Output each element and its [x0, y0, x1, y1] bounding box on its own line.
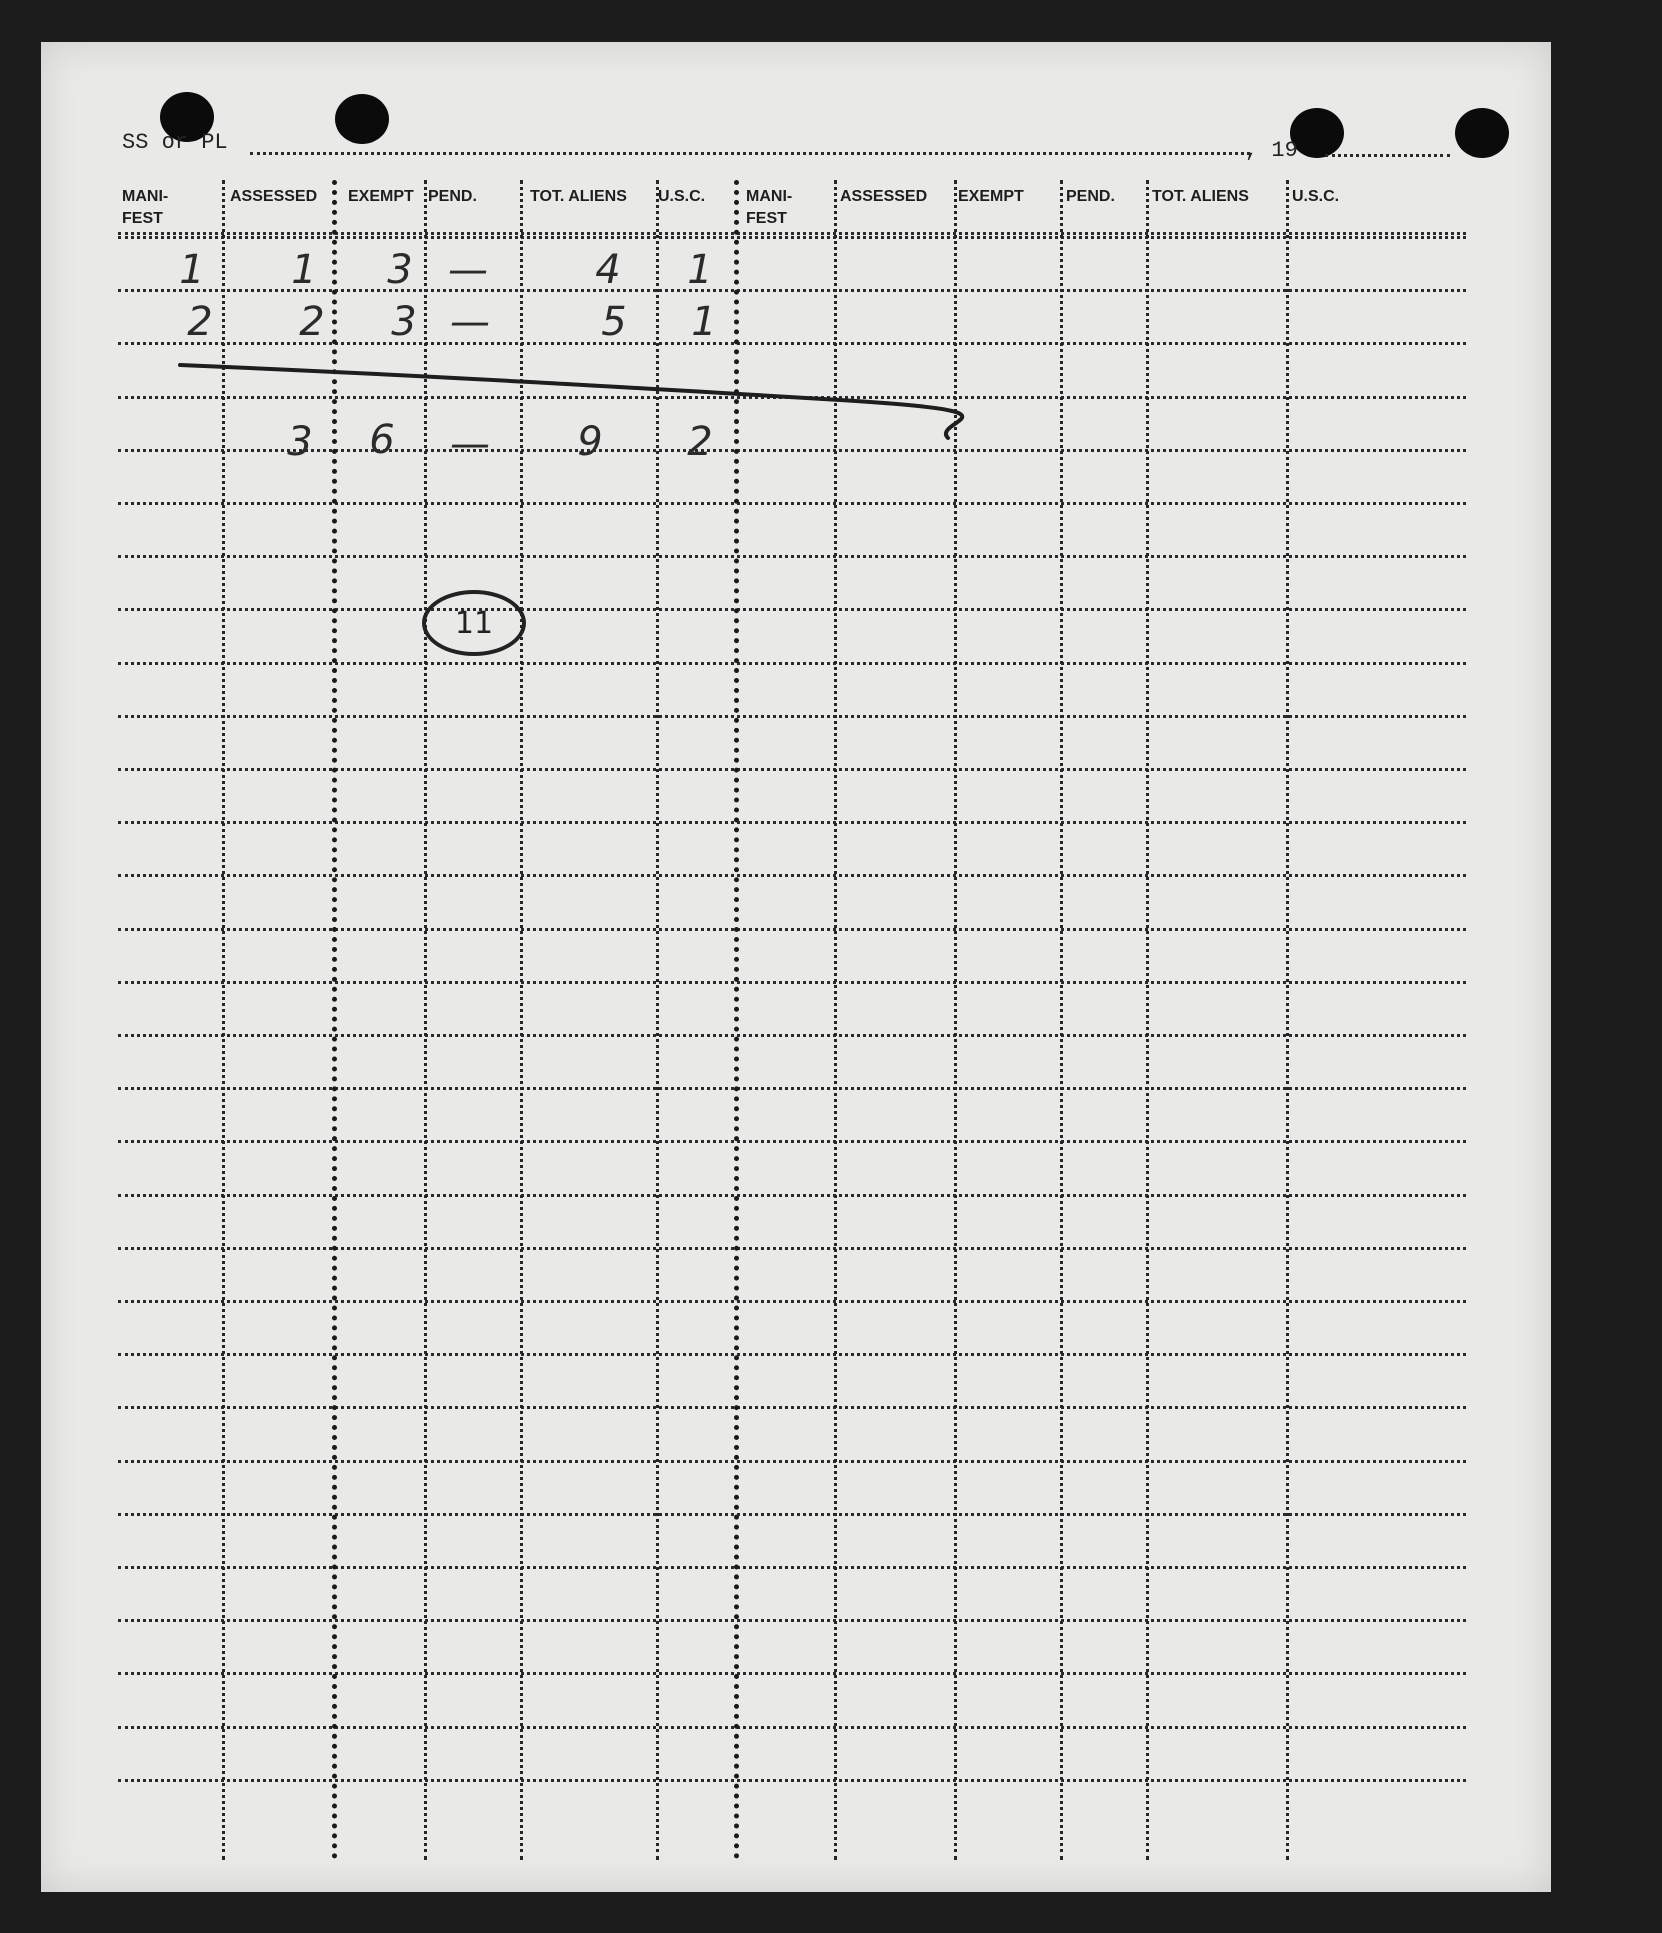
vessel-label: SS or PL	[122, 130, 228, 155]
col-header-usc-right: U.S.C.	[1292, 188, 1340, 205]
col-header-manifest-left: MANI- FEST	[122, 188, 169, 227]
circled-total-note	[422, 590, 526, 656]
col-header-assessed-right: ASSESSED	[840, 188, 928, 205]
row2-assessed: 2	[299, 299, 325, 345]
total-assessed: 3	[287, 419, 313, 465]
col-header-tot-aliens-left: TOT. ALIENS	[530, 188, 627, 205]
col-header-assessed-left: ASSESSED	[230, 188, 318, 205]
col-header-tot-aliens-right: TOT. ALIENS	[1152, 188, 1249, 205]
total-usc: 2	[687, 419, 713, 465]
col-header-manifest-right: MANI- FEST	[746, 188, 793, 227]
total-tot-aliens: 9	[577, 419, 603, 465]
row1-pend: —	[448, 247, 488, 293]
row2-manifest: 2	[187, 299, 213, 345]
col-header-exempt-right: EXEMPT	[958, 188, 1024, 205]
year-label: , 19	[1245, 138, 1298, 163]
col-header-usc-left: U.S.C.	[658, 188, 706, 205]
row2-exempt: 3	[391, 299, 417, 345]
total-exempt: 6	[369, 417, 395, 463]
row2-usc: 1	[691, 299, 717, 345]
total-pend: —	[450, 421, 490, 467]
col-header-pend-right: PEND.	[1066, 188, 1115, 205]
row1-assessed: 1	[291, 247, 317, 293]
row1-usc: 1	[687, 247, 713, 293]
col-header-exempt-left: EXEMPT	[348, 188, 414, 205]
row2-tot-aliens: 5	[601, 299, 627, 345]
row2-pend: —	[450, 299, 490, 345]
row1-exempt: 3	[387, 247, 413, 293]
row1-tot-aliens: 4	[595, 247, 621, 293]
col-header-pend-left: PEND.	[428, 188, 477, 205]
row1-manifest: 1	[179, 247, 205, 293]
circled-total-value: 11	[454, 605, 494, 641]
